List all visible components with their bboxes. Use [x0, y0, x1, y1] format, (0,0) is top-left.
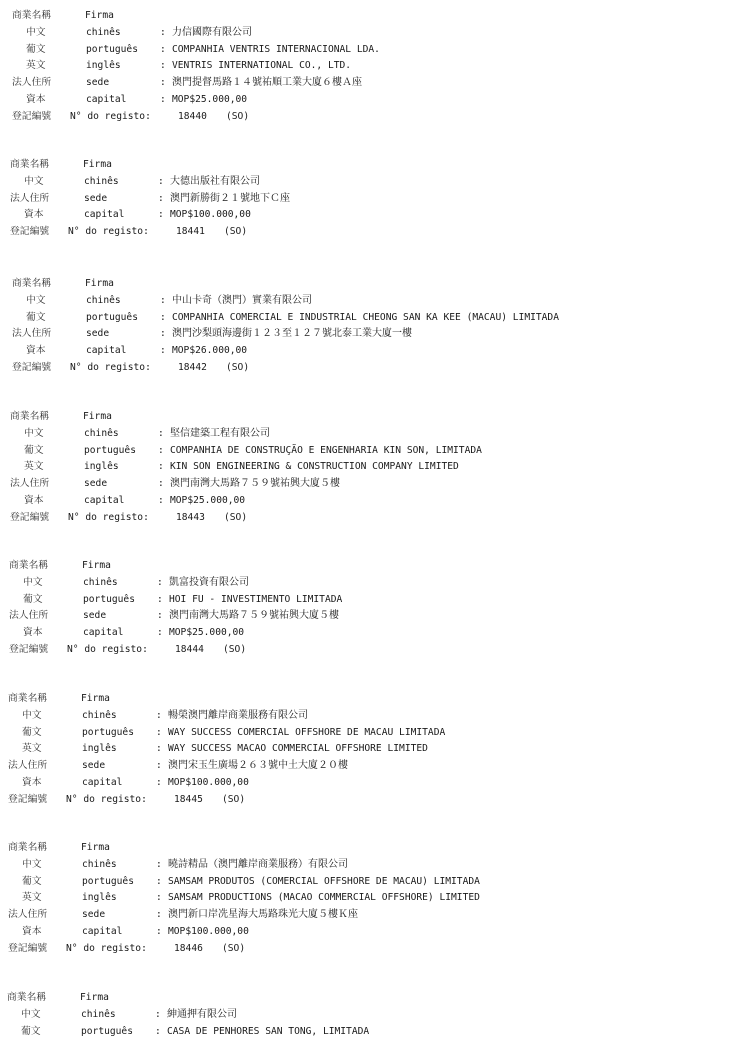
record-field-row — [0, 924, 732, 941]
field-colon: : — [158, 461, 164, 473]
registry-record — [0, 691, 732, 809]
record-field-row — [0, 75, 732, 92]
field-colon: : — [158, 478, 164, 490]
registration-label-pt: N° do registo: — [68, 226, 149, 238]
record-firma-header — [0, 558, 732, 575]
firma-label-pt: Firma — [81, 842, 110, 853]
field-label-zh: 資本 — [22, 925, 42, 937]
field-colon: : — [155, 1025, 161, 1037]
field-label-zh: 葡文 — [22, 875, 42, 887]
field-value: MOP$100.000,00 — [168, 776, 249, 788]
field-label-pt: capital — [86, 93, 127, 105]
field-value: 力信國際有限公司 — [172, 26, 252, 38]
field-label-pt: português — [83, 593, 135, 605]
field-label-pt: capital — [84, 209, 125, 221]
firma-label-pt: Firma — [85, 10, 114, 21]
registration-suffix: (SO) — [224, 226, 248, 238]
firma-label-zh: 商業名稱 — [9, 560, 49, 571]
field-label-zh: 中文 — [24, 427, 44, 439]
field-colon: : — [158, 175, 164, 187]
field-colon: : — [160, 328, 166, 340]
firma-label-zh: 商業名稱 — [10, 159, 50, 170]
record-firma-header — [0, 157, 732, 174]
field-value: WAY SUCCESS MACAO COMMERCIAL OFFSHORE LIMITED — [168, 743, 428, 755]
registration-number: 18442 — [178, 361, 207, 373]
field-label-zh: 法人住所 — [10, 478, 50, 490]
record-field-row — [0, 459, 732, 476]
record-registration-row — [0, 224, 732, 241]
registration-number: 18443 — [176, 511, 205, 523]
registration-label-zh: 登記編號 — [8, 793, 48, 805]
field-label-pt: sede — [82, 909, 106, 921]
record-field-row — [0, 725, 732, 742]
field-value: 澳門提督馬路１４號祐順工業大廈６樓Ａ座 — [172, 77, 362, 89]
firma-label-zh: 商業名稱 — [12, 10, 52, 21]
registration-number: 18446 — [174, 942, 203, 954]
field-label-zh: 中文 — [26, 294, 46, 306]
field-value: MOP$25.000,00 — [170, 494, 246, 506]
field-label-zh: 中文 — [24, 175, 44, 187]
field-value: 澳門南灣大馬路７５９號祐興大廈５樓 — [169, 610, 339, 622]
firma-label-zh: 商業名稱 — [8, 842, 48, 853]
record-field-row — [0, 326, 732, 343]
record-field-row — [0, 493, 732, 510]
field-value: 澳門宋玉生廣場２６３號中土大廈２０樓 — [168, 760, 348, 772]
field-colon: : — [158, 192, 164, 204]
field-value: 澳門新勝街２１號地下Ｃ座 — [170, 192, 290, 204]
record-registration-row — [0, 642, 732, 659]
record-firma-header — [0, 276, 732, 293]
field-label-pt: capital — [82, 925, 123, 937]
registry-record — [0, 276, 732, 377]
field-value: VENTRIS INTERNATIONAL CO., LTD. — [172, 60, 352, 72]
field-label-pt: sede — [86, 328, 110, 340]
field-value: SAMSAM PRODUTOS (COMERCIAL OFFSHORE DE MACAU) LIMITADA — [168, 875, 480, 887]
field-label-pt: sede — [82, 760, 106, 772]
field-label-pt: inglês — [82, 743, 117, 755]
record-field-row — [0, 174, 732, 191]
field-label-zh: 資本 — [24, 494, 44, 506]
field-label-pt: sede — [83, 610, 107, 622]
record-field-row — [0, 476, 732, 493]
field-colon: : — [155, 1008, 161, 1020]
field-value: HOI FU - INVESTIMENTO LIMITADA — [169, 593, 343, 605]
field-colon: : — [156, 776, 162, 788]
field-label-zh: 葡文 — [26, 43, 46, 55]
registration-suffix: (SO) — [226, 361, 250, 373]
field-colon: : — [156, 909, 162, 921]
registration-number: 18444 — [175, 643, 204, 655]
registration-label-zh: 登記編號 — [9, 643, 49, 655]
field-label-pt: sede — [86, 77, 110, 89]
registration-label-pt: N° do registo: — [66, 793, 147, 805]
record-firma-header — [0, 8, 732, 25]
field-label-pt: chinês — [86, 26, 121, 38]
field-label-pt: chinês — [82, 709, 117, 721]
field-value: CASA DE PENHORES SAN TONG, LIMITADA — [167, 1025, 370, 1037]
record-field-row — [0, 592, 732, 609]
field-colon: : — [157, 610, 163, 622]
field-label-zh: 法人住所 — [9, 610, 49, 622]
field-value: 紳通押有限公司 — [167, 1008, 237, 1020]
registry-record — [0, 8, 732, 126]
record-field-row — [0, 426, 732, 443]
field-value: MOP$100.000,00 — [170, 209, 251, 221]
field-label-zh: 中文 — [22, 709, 42, 721]
registration-suffix: (SO) — [223, 643, 247, 655]
field-colon: : — [160, 26, 166, 38]
field-value: MOP$100.000,00 — [168, 925, 249, 937]
record-registration-row — [0, 360, 732, 377]
record-field-row — [0, 207, 732, 224]
field-label-zh: 英文 — [26, 60, 46, 72]
field-label-zh: 法人住所 — [12, 77, 52, 89]
firma-label-zh: 商業名稱 — [8, 693, 48, 704]
registration-label-zh: 登記編號 — [8, 942, 48, 954]
field-label-pt: chinês — [81, 1008, 116, 1020]
field-colon: : — [160, 43, 166, 55]
field-colon: : — [157, 627, 163, 639]
field-colon: : — [160, 77, 166, 89]
field-label-zh: 中文 — [21, 1008, 41, 1020]
field-label-pt: português — [84, 444, 136, 456]
field-value: 曉詩精品（澳門離岸商業服務）有限公司 — [168, 858, 348, 870]
field-label-zh: 資本 — [26, 93, 46, 105]
registration-label-pt: N° do registo: — [70, 110, 151, 122]
field-label-zh: 法人住所 — [10, 192, 50, 204]
record-field-row — [0, 857, 732, 874]
field-label-pt: chinês — [84, 175, 119, 187]
field-label-zh: 資本 — [26, 345, 46, 357]
record-field-row — [0, 343, 732, 360]
registration-label-pt: N° do registo: — [67, 643, 148, 655]
registration-label-pt: N° do registo: — [68, 511, 149, 523]
field-value: SAMSAM PRODUCTIONS (MACAO COMMERCIAL OFFSHORE) LIMITED — [168, 892, 480, 904]
record-field-row — [0, 608, 732, 625]
field-label-pt: inglês — [84, 461, 119, 473]
record-field-row — [0, 92, 732, 109]
field-colon: : — [158, 444, 164, 456]
field-label-zh: 中文 — [26, 26, 46, 38]
field-label-zh: 資本 — [23, 627, 43, 639]
registration-label-pt: N° do registo: — [70, 361, 151, 373]
field-colon: : — [157, 576, 163, 588]
registry-record — [0, 840, 732, 958]
record-field-row — [0, 310, 732, 327]
registration-label-zh: 登記編號 — [12, 110, 52, 122]
registration-suffix: (SO) — [222, 793, 246, 805]
field-colon: : — [156, 709, 162, 721]
field-colon: : — [156, 875, 162, 887]
registration-label-zh: 登記編號 — [12, 361, 52, 373]
record-field-row — [0, 907, 732, 924]
firma-label-pt: Firma — [80, 992, 109, 1003]
field-value: COMPANHIA DE CONSTRUÇÃO E ENGENHARIA KIN SON, LIMITADA — [170, 444, 482, 456]
record-firma-header — [0, 691, 732, 708]
registration-number: 18445 — [174, 793, 203, 805]
field-label-zh: 葡文 — [24, 444, 44, 456]
registry-record — [0, 990, 732, 1040]
field-colon: : — [158, 494, 164, 506]
field-label-zh: 葡文 — [23, 593, 43, 605]
field-label-pt: português — [81, 1025, 133, 1037]
registration-label-zh: 登記編號 — [10, 226, 50, 238]
record-field-row — [0, 575, 732, 592]
firma-label-pt: Firma — [85, 278, 114, 289]
field-label-pt: chinês — [86, 294, 121, 306]
record-field-row — [0, 42, 732, 59]
firma-label-zh: 商業名稱 — [7, 992, 47, 1003]
field-label-pt: sede — [84, 192, 108, 204]
field-label-zh: 資本 — [22, 776, 42, 788]
field-colon: : — [156, 726, 162, 738]
record-field-row — [0, 1024, 732, 1041]
record-registration-row — [0, 941, 732, 958]
field-value: MOP$26.000,00 — [172, 345, 248, 357]
firma-label-zh: 商業名稱 — [12, 278, 52, 289]
firma-label-pt: Firma — [82, 560, 111, 571]
field-value: 澳門沙梨頭海邊街１２３至１２７號北泰工業大廈一樓 — [172, 328, 412, 340]
record-field-row — [0, 741, 732, 758]
record-registration-row — [0, 109, 732, 126]
firma-label-pt: Firma — [83, 159, 112, 170]
record-field-row — [0, 191, 732, 208]
record-field-row — [0, 874, 732, 891]
record-field-row — [0, 625, 732, 642]
field-value: 澳門南灣大馬路７５９號祐興大廈５樓 — [170, 478, 340, 490]
record-field-row — [0, 443, 732, 460]
record-field-row — [0, 25, 732, 42]
field-label-pt: capital — [82, 776, 123, 788]
field-label-pt: português — [82, 875, 134, 887]
record-field-row — [0, 58, 732, 75]
field-value: MOP$25.000,00 — [172, 93, 248, 105]
field-colon: : — [156, 760, 162, 772]
field-label-zh: 法人住所 — [8, 909, 48, 921]
field-label-zh: 中文 — [23, 576, 43, 588]
field-label-zh: 葡文 — [22, 726, 42, 738]
registry-record — [0, 157, 732, 241]
field-label-pt: português — [82, 726, 134, 738]
firma-label-pt: Firma — [81, 693, 110, 704]
field-colon: : — [160, 311, 166, 323]
record-registration-row — [0, 510, 732, 527]
record-firma-header — [0, 409, 732, 426]
field-label-zh: 中文 — [22, 858, 42, 870]
record-firma-header — [0, 840, 732, 857]
field-value: 中山卡奇（澳門）實業有限公司 — [172, 294, 312, 306]
field-value: 澳門新口岸冼星海大馬路珠光大廈５樓Ｋ座 — [168, 909, 358, 921]
registry-record — [0, 558, 732, 659]
field-label-pt: inglês — [86, 60, 121, 72]
record-field-row — [0, 758, 732, 775]
field-colon: : — [160, 93, 166, 105]
registration-label-pt: N° do registo: — [66, 942, 147, 954]
record-firma-header — [0, 990, 732, 1007]
field-label-zh: 葡文 — [26, 311, 46, 323]
field-label-pt: chinês — [82, 858, 117, 870]
registration-label-zh: 登記編號 — [10, 511, 50, 523]
registration-suffix: (SO) — [224, 511, 248, 523]
field-value: 堅信建築工程有限公司 — [170, 427, 270, 439]
field-colon: : — [158, 427, 164, 439]
field-value: COMPANHIA COMERCIAL E INDUSTRIAL CHEONG SAN KA KEE (MACAU) LIMITADA — [172, 311, 559, 323]
field-colon: : — [160, 294, 166, 306]
field-label-zh: 法人住所 — [8, 760, 48, 772]
field-label-pt: sede — [84, 478, 108, 490]
field-label-zh: 資本 — [24, 209, 44, 221]
field-colon: : — [160, 60, 166, 72]
field-colon: : — [156, 858, 162, 870]
field-value: 暢榮澳門離岸商業服務有限公司 — [168, 709, 308, 721]
record-registration-row — [0, 792, 732, 809]
field-label-pt: chinês — [84, 427, 119, 439]
firma-label-zh: 商業名稱 — [10, 411, 50, 422]
field-value: 大德出版社有限公司 — [170, 175, 260, 187]
field-value: 凱富投資有限公司 — [169, 576, 249, 588]
field-colon: : — [156, 743, 162, 755]
record-field-row — [0, 708, 732, 725]
field-label-zh: 葡文 — [21, 1025, 41, 1037]
field-label-pt: português — [86, 43, 138, 55]
firma-label-pt: Firma — [83, 411, 112, 422]
record-field-row — [0, 1007, 732, 1024]
field-label-pt: capital — [83, 627, 124, 639]
field-colon: : — [156, 925, 162, 937]
registration-number: 18440 — [178, 110, 207, 122]
field-colon: : — [156, 892, 162, 904]
field-value: WAY SUCCESS COMERCIAL OFFSHORE DE MACAU LIMITADA — [168, 726, 446, 738]
field-colon: : — [157, 593, 163, 605]
field-colon: : — [160, 345, 166, 357]
field-label-zh: 英文 — [24, 461, 44, 473]
field-value: KIN SON ENGINEERING & CONSTRUCTION COMPANY LIMITED — [170, 461, 459, 473]
record-field-row — [0, 775, 732, 792]
field-label-zh: 英文 — [22, 892, 42, 904]
field-label-pt: capital — [84, 494, 125, 506]
registry-record — [0, 409, 732, 527]
record-field-row — [0, 293, 732, 310]
field-label-pt: chinês — [83, 576, 118, 588]
registration-suffix: (SO) — [222, 942, 246, 954]
field-value: COMPANHIA VENTRIS INTERNACIONAL LDA. — [172, 43, 380, 55]
field-colon: : — [158, 209, 164, 221]
record-field-row — [0, 890, 732, 907]
field-value: MOP$25.000,00 — [169, 627, 245, 639]
field-label-zh: 法人住所 — [12, 328, 52, 340]
field-label-pt: inglês — [82, 892, 117, 904]
registration-suffix: (SO) — [226, 110, 250, 122]
field-label-pt: capital — [86, 345, 127, 357]
field-label-zh: 英文 — [22, 743, 42, 755]
registration-number: 18441 — [176, 226, 205, 238]
field-label-pt: português — [86, 311, 138, 323]
